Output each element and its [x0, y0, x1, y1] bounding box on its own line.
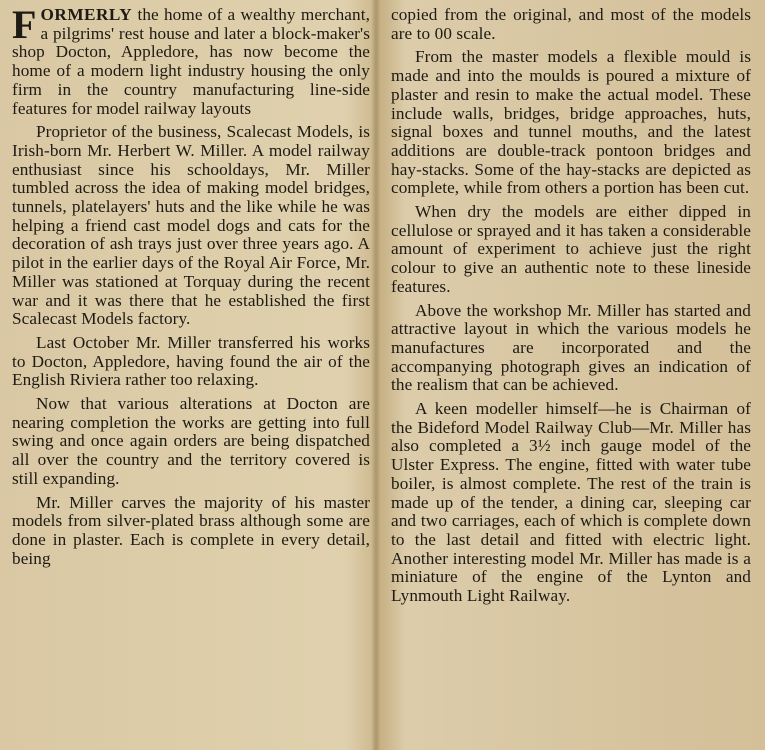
paragraph-colour: When dry the models are either dipped in cellulose or sprayed and it has taken a considerable amount of experiment to achieve just the right colour to give an authentic note to these lineside features.: [391, 202, 751, 296]
page-fold: [371, 0, 381, 750]
paragraph-continuation: copied from the original, and most of the models are to 00 scale.: [391, 5, 751, 43]
paragraph-alterations: Now that various alterations at Docton are nearing completion the works are getting into full swing and once again orders are being dispatched all over the country and the territory covered is still expanding.: [12, 394, 370, 488]
drop-cap: F: [12, 2, 37, 47]
lead-caps: ORMERLY: [40, 5, 133, 24]
paragraph-modeller: A keen modeller himself—he is Chairman of the Bideford Model Railway Club—Mr. Miller has also completed a 3½ inch gauge model of the Ulster Express. The engine, fitted with water tube boiler, is almost complete. The rest of the train is made up of the tender, a dining car, sleeping car and two carriages, each of which is complete down to the last detail and fitted with electric light. Another interesting model Mr. Miller has made is a miniature of the engine of the Lynton and Lynmouth Light Railway.: [391, 399, 751, 606]
lead-text: the home of a wealthy merchant, a pilgrims' rest house and later a block-maker's shop Docton, Appledore, has now become the home of a modern light industry housing the only firm in the country manufacturing line-side features for model railway layouts: [12, 5, 370, 118]
lead-paragraph: [12, 2, 370, 118]
paragraph-master-models: Mr. Miller carves the majority of his master models from silver-plated brass although some are done in plaster. Each is complete in every detail, being: [12, 492, 370, 568]
left-column: [12, 2, 370, 568]
paragraph-layout: Above the workshop Mr. Miller has started and attractive layout in which the various models he manufactures are incorporated and the accompanying photograph gives an indication of the realism that can be achieved.: [391, 300, 751, 395]
paragraph-moulds: From the master models a flexible mould is made and into the moulds is poured a mixture of plaster and resin to make the actual model. These include walls, bridges, bridge approaches, huts, signal boxes and tunnel mouths, and the latest additions are double-track pontoon bridges and hay-stacks. Some of the hay-stacks are depicted as complete, while from others a portion has been cut.: [391, 47, 751, 198]
paragraph-proprietor: Proprietor of the business, Scalecast Models, is Irish-born Mr. Herbert W. Miller. A model railway enthusiast since his schooldays, Mr. Miller tumbled across the idea of making model bridges, tunnels, platelayers' huts and the like while he was helping a friend cast model dogs and cats for the decoration of ash trays just over three years ago. A pilot in the earlier days of the Royal Air Force, Mr. Miller was stationed at Torquay during the recent war and it was there that he established the first Scalecast Models factory.: [12, 122, 370, 329]
right-column: [391, 6, 751, 606]
paragraph-transfer: Last October Mr. Miller transferred his works to Docton, Appledore, having found the air of the English Riviera rather too relaxing.: [12, 332, 370, 390]
